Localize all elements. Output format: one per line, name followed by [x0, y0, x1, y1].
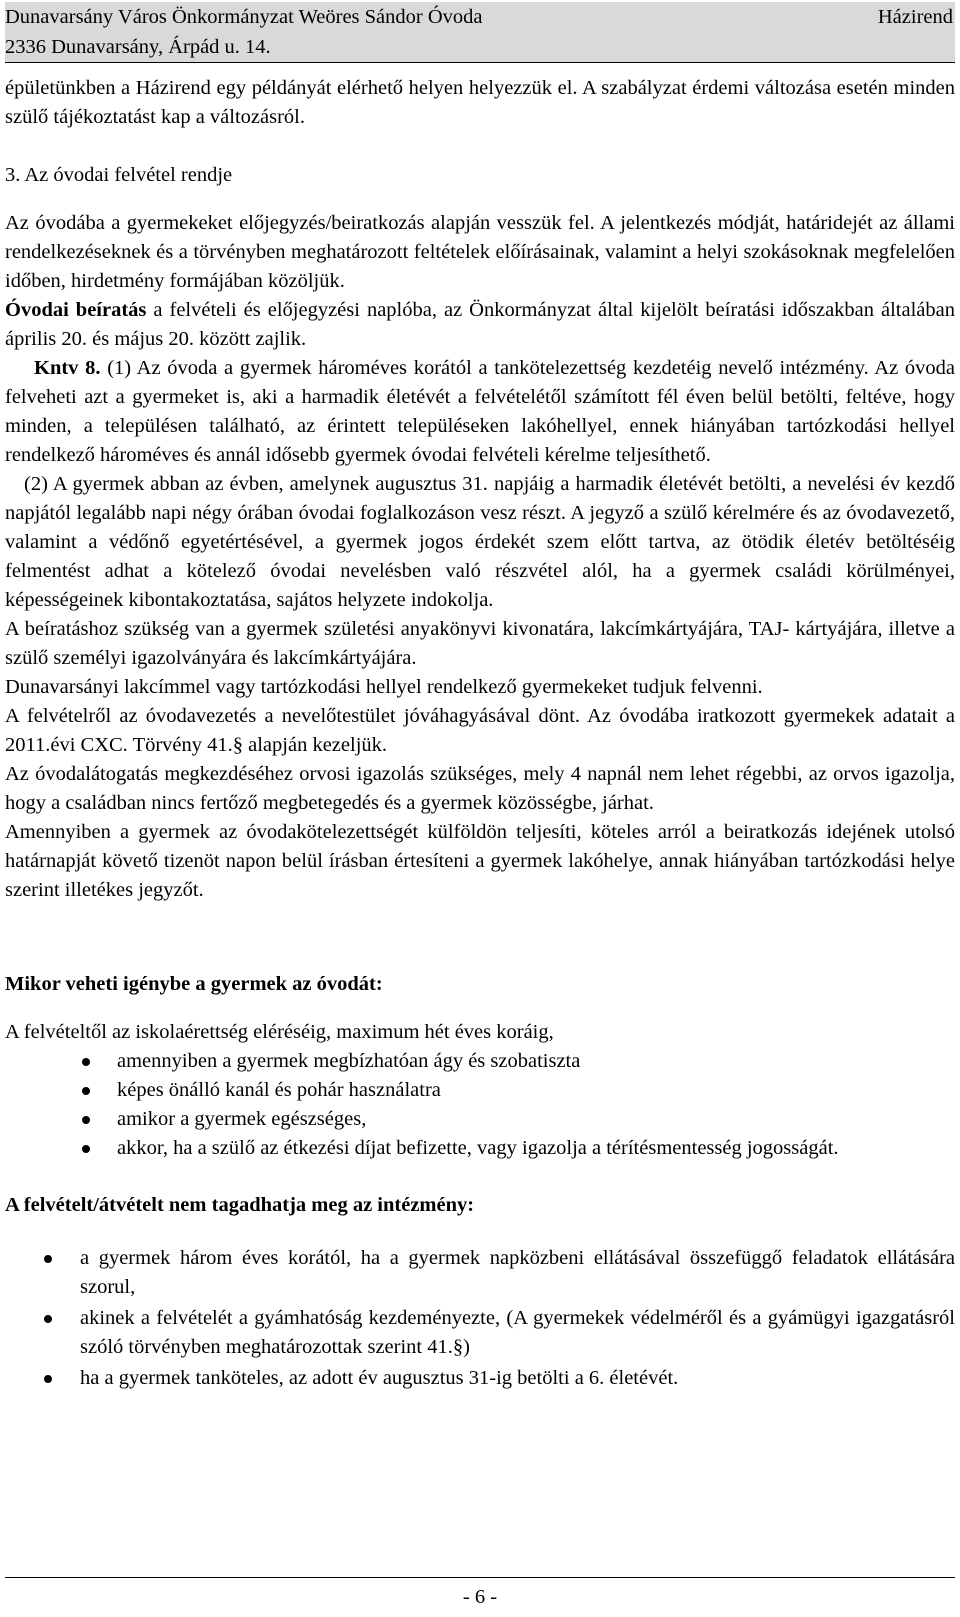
list-item: képes önálló kanál és pohár használatra	[5, 1076, 955, 1105]
page-header	[5, 2, 955, 63]
when-title: Mikor veheti igénybe a gyermek az óvodát:	[5, 973, 383, 995]
section-3-title: 3. Az óvodai felvétel rendje	[5, 164, 233, 186]
kntv-bold: Kntv 8.	[34, 357, 101, 379]
decision-paragraph: A felvételről az óvodavezetés a nevelőtestület jóváhagyásával dönt. Az óvodába iratkozott gyermekek adatait a 2011.évi CXC. Törvény 41.§ alapján kezeljük.	[5, 705, 955, 756]
admission-paragraph: Az óvodába a gyermekeket előjegyzés/beiratkozás alapján vesszük fel. A jelentkezés módját, határidejét az állami rendelkezéseknek és a törvényben meghatározott feltételek előírásainak, valamint a helyi szokásoknak megfelelően időben, hirdetmény formájában közöljük.	[5, 212, 955, 292]
page-content	[5, 74, 955, 1395]
documents-paragraph: A beíratáshoz szükség van a gyermek születési anyakönyvi kivonatára, lakcímkártyájára, TAJ- kártyájára, illetve a szülő személyi igazolványára és lakcímkártyájára.	[5, 618, 955, 669]
kntv-paragraph	[5, 354, 955, 470]
residency-paragraph: Dunavarsányi lakcímmel vagy tartózkodási hellyel rendelkező gyermekeket tudjuk felvenni.	[5, 676, 763, 698]
intro-paragraph: épületünkben a Házirend egy példányát elérhető helyen helyezzük el. A szabályzat érdemi változása esetén minden szülő tájékoztatást kap a változásról.	[5, 77, 955, 128]
abroad-paragraph: Amennyiben a gyermek az óvodakötelezettségét külföldön teljesíti, köteles arról a beiratkozás idejének utolsó határnapját követő tizenöt napon belül írásban értesíteni a gyermek lakóhelye, annak hiányában tartózkodási helye szerint illetékes jegyzőt.	[5, 821, 955, 901]
kntv-text: (1) Az óvoda a gyermek hároméves korától a tankötelezettség kezdetéig nevelő intézmény. Az óvoda felveheti azt a gyermeket is, aki a harmadik életévét a felvételétől számított fél éven belül betölti, feltéve, hogy minden, a településen található, az érintett településeken lakóhellyel, ennek hiányában tartózkodási hellyel rendelkező hároméves és annál idősebb gyermek óvodai felvételi kérelme teljesíthető.	[5, 357, 955, 466]
refuse-title: A felvételt/átvételt nem tagadhatja meg az intézmény:	[5, 1194, 475, 1216]
medical-paragraph: Az óvodalátogatás megkezdéséhez orvosi igazolás szükséges, mely 4 napnál nem lehet régebbi, az orvos igazolja, hogy a családban nincs fertőző megbetegedés és a gyermek közösségbe, járhat.	[5, 763, 955, 814]
footer-rule	[5, 1577, 955, 1578]
when-lead: A felvételtől az iskolaérettség eléréséig, maximum hét éves koráig,	[5, 1021, 554, 1043]
list-item: a gyermek három éves korától, ha a gyermek napközbeni ellátásával összefüggő feladatok ellátására szorul,	[5, 1244, 955, 1302]
enrollment-paragraph	[5, 296, 955, 354]
list-item: akkor, ha a szülő az étkezési díjat befizette, vagy igazolja a térítésmentesség jogosságát.	[5, 1134, 955, 1163]
list-item: akinek a felvételét a gyámhatóság kezdeményezte, (A gyermekek védelméről és a gyámügyi igazgatásról szóló törvényben meghatározottak szerint 41.§)	[5, 1304, 955, 1362]
enrollment-bold: Óvodai beíratás	[5, 299, 147, 321]
header-address: 2336 Dunavarsány, Árpád u. 14.	[5, 36, 271, 58]
header-doc-title: Házirend	[877, 6, 953, 28]
when-list	[5, 1047, 955, 1163]
list-item: amikor a gyermek egészséges,	[5, 1105, 955, 1134]
compulsory-paragraph: (2) A gyermek abban az évben, amelynek augusztus 31. napjáig a harmadik életévét betölti, a nevelési év kezdő napjától legalább napi négy órában óvodai foglalkozáson vesz részt. A jegyző a szülő kérelmére és az óvodavezető, valamint a védőnő egyetértésével, a gyermek jogos érdekét szem előtt tartva, az ötödik életév betöltéséig felmentést adhat a kötelező óvodai nevelésben való részvétel alól, ha a gyermek családi körülményei, képességeinek kibontakoztatása, sajátos helyzete indokolja.	[5, 473, 955, 611]
page-number: - 6 -	[462, 1586, 498, 1608]
enrollment-text: a felvételi és előjegyzési naplóba, az Önkormányzat által kijelölt beíratási időszakban általában április 20. és május 20. között zajlik.	[5, 299, 955, 350]
refuse-list	[5, 1244, 955, 1393]
header-institution: Dunavarsány Város Önkormányzat Weöres Sándor Óvoda	[5, 6, 483, 28]
list-item: ha a gyermek tanköteles, az adott év augusztus 31-ig betölti a 6. életévét.	[5, 1364, 955, 1393]
list-item: amennyiben a gyermek megbízhatóan ágy és szobatiszta	[5, 1047, 955, 1076]
